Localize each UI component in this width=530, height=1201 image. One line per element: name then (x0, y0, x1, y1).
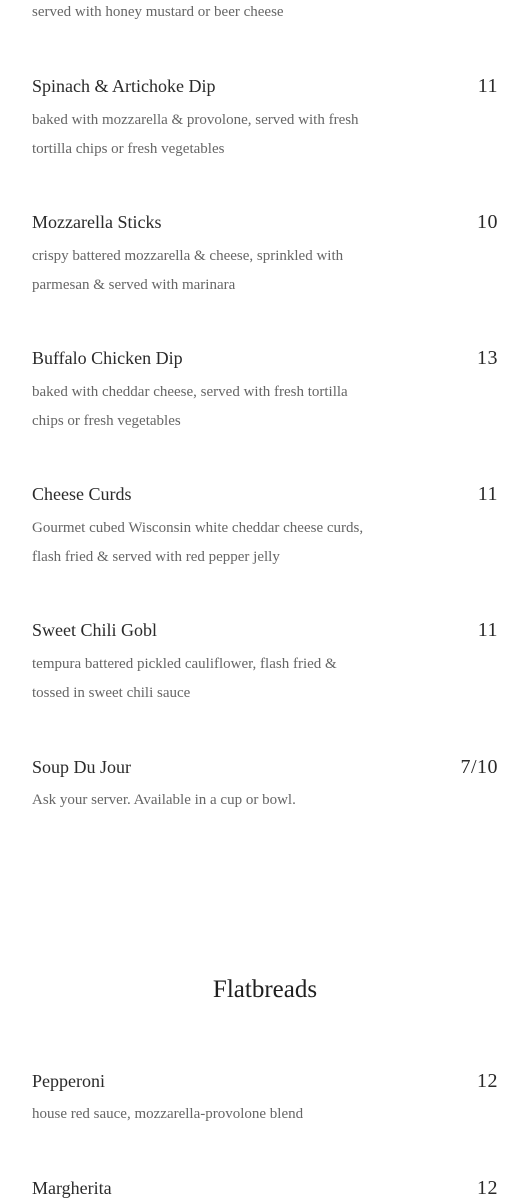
menu-item-description: served with honey mustard or beer cheese (32, 4, 284, 20)
menu-item (32, 756, 498, 816)
menu-item (32, 619, 498, 709)
menu-item (32, 1070, 498, 1130)
menu-item-name: Margherita (32, 1178, 112, 1198)
menu-item (32, 483, 498, 573)
menu-item-price: 7/10 (460, 756, 498, 778)
menu-item-price: 12 (477, 1177, 498, 1199)
menu-item-price: 12 (477, 1070, 498, 1092)
menu-item-description: baked with mozzarella & provolone, served with fresh tortilla chips or fresh vegetables (32, 112, 359, 157)
menu-item-price: 11 (477, 75, 498, 97)
menu-item-description: tempura battered pickled cauliflower, flash fried & tossed in sweet chili sauce (32, 656, 337, 701)
menu-item-name: Pepperoni (32, 1071, 105, 1091)
menu-item-description: baked with cheddar cheese, served with fresh tortilla chips or fresh vegetables (32, 384, 348, 429)
menu-item (32, 75, 498, 165)
menu-item (32, 1177, 498, 1201)
menu-item-description: Gourmet cubed Wisconsin white cheddar cheese curds, flash fried & served with red pepper jelly (32, 520, 364, 565)
menu-item (32, 347, 498, 437)
menu-item-description: Ask your server. Available in a cup or bowl. (32, 792, 296, 808)
menu-item-price: 13 (477, 347, 498, 369)
menu-item-name: Cheese Curds (32, 484, 132, 504)
menu-item-name: Mozzarella Sticks (32, 212, 162, 232)
menu-item (32, 211, 498, 301)
menu-item-price: 10 (477, 211, 498, 233)
menu-item-price: 11 (477, 619, 498, 641)
menu-item-description: house red sauce, mozzarella-provolone blend (32, 1106, 304, 1122)
menu-item-price: 11 (477, 483, 498, 505)
menu-item-name: Soup Du Jour (32, 757, 132, 777)
menu-item-name: Buffalo Chicken Dip (32, 348, 183, 368)
section-title-flatbreads: Flatbreads (212, 976, 318, 1003)
menu-item-name: Sweet Chili Gobl (32, 620, 157, 640)
menu-item-description: crispy battered mozzarella & cheese, sprinkled with parmesan & served with marinara (32, 248, 344, 293)
menu-item-name: Spinach & Artichoke Dip (32, 76, 216, 96)
